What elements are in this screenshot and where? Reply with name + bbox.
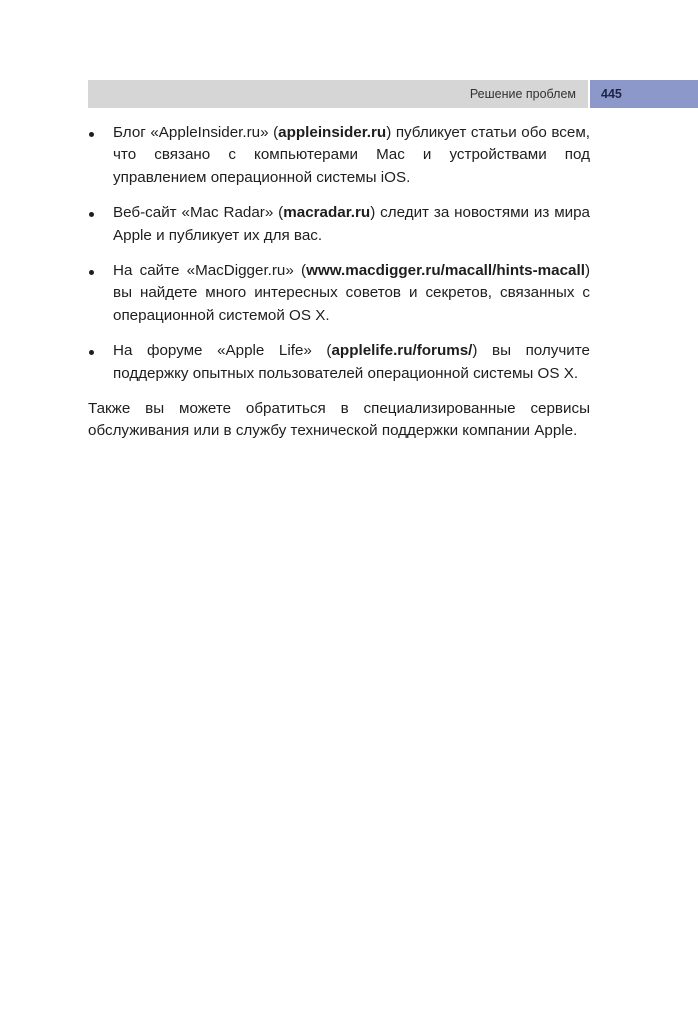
running-header-bar (88, 80, 588, 108)
list-item-text-after: ) вы найдете много интересных советов и секретов, связанных с операционной системой OS X. (113, 262, 590, 324)
list-item (88, 202, 590, 247)
list-item (88, 122, 590, 189)
website-link[interactable]: applelife.ru/forums/ (331, 342, 473, 360)
list-item-text-before: Веб-сайт «Mac Radar» ( (113, 204, 284, 222)
website-link[interactable]: appleinsider.ru (278, 124, 387, 141)
list-item (88, 260, 590, 327)
list-item-text-before: На сайте «MacDigger.ru» ( (113, 262, 307, 280)
page-number-box (590, 80, 698, 108)
list-item-text-after: ) вы получите поддержку опытных пользователей операционной системы OS X. (113, 342, 590, 382)
section-title: Решение проблем (469, 87, 576, 101)
page-body (88, 122, 590, 443)
website-link[interactable]: www.macdigger.ru/macall/hints-macall (306, 262, 585, 280)
website-link[interactable]: macradar.ru (283, 204, 371, 222)
list-item-text-after: ) публикует статьи обо всем, что связано с компьютерами Mac и устройствами под управлением операционной системы iOS. (113, 124, 590, 186)
page-number: 445 (601, 87, 622, 101)
list-item-text-before: На форуме «Apple Life» ( (113, 342, 332, 360)
list-item-text-before: Блог «AppleInsider.ru» ( (113, 124, 279, 141)
list-item (88, 340, 590, 385)
resource-list (88, 122, 590, 385)
list-item-text-after: ) следит за новостями из мира Apple и публикует их для вас. (113, 204, 591, 244)
closing-paragraph: Также вы можете обратиться в специализированные сервисы обслуживания или в службу технической поддержки компании Apple. (88, 400, 590, 440)
